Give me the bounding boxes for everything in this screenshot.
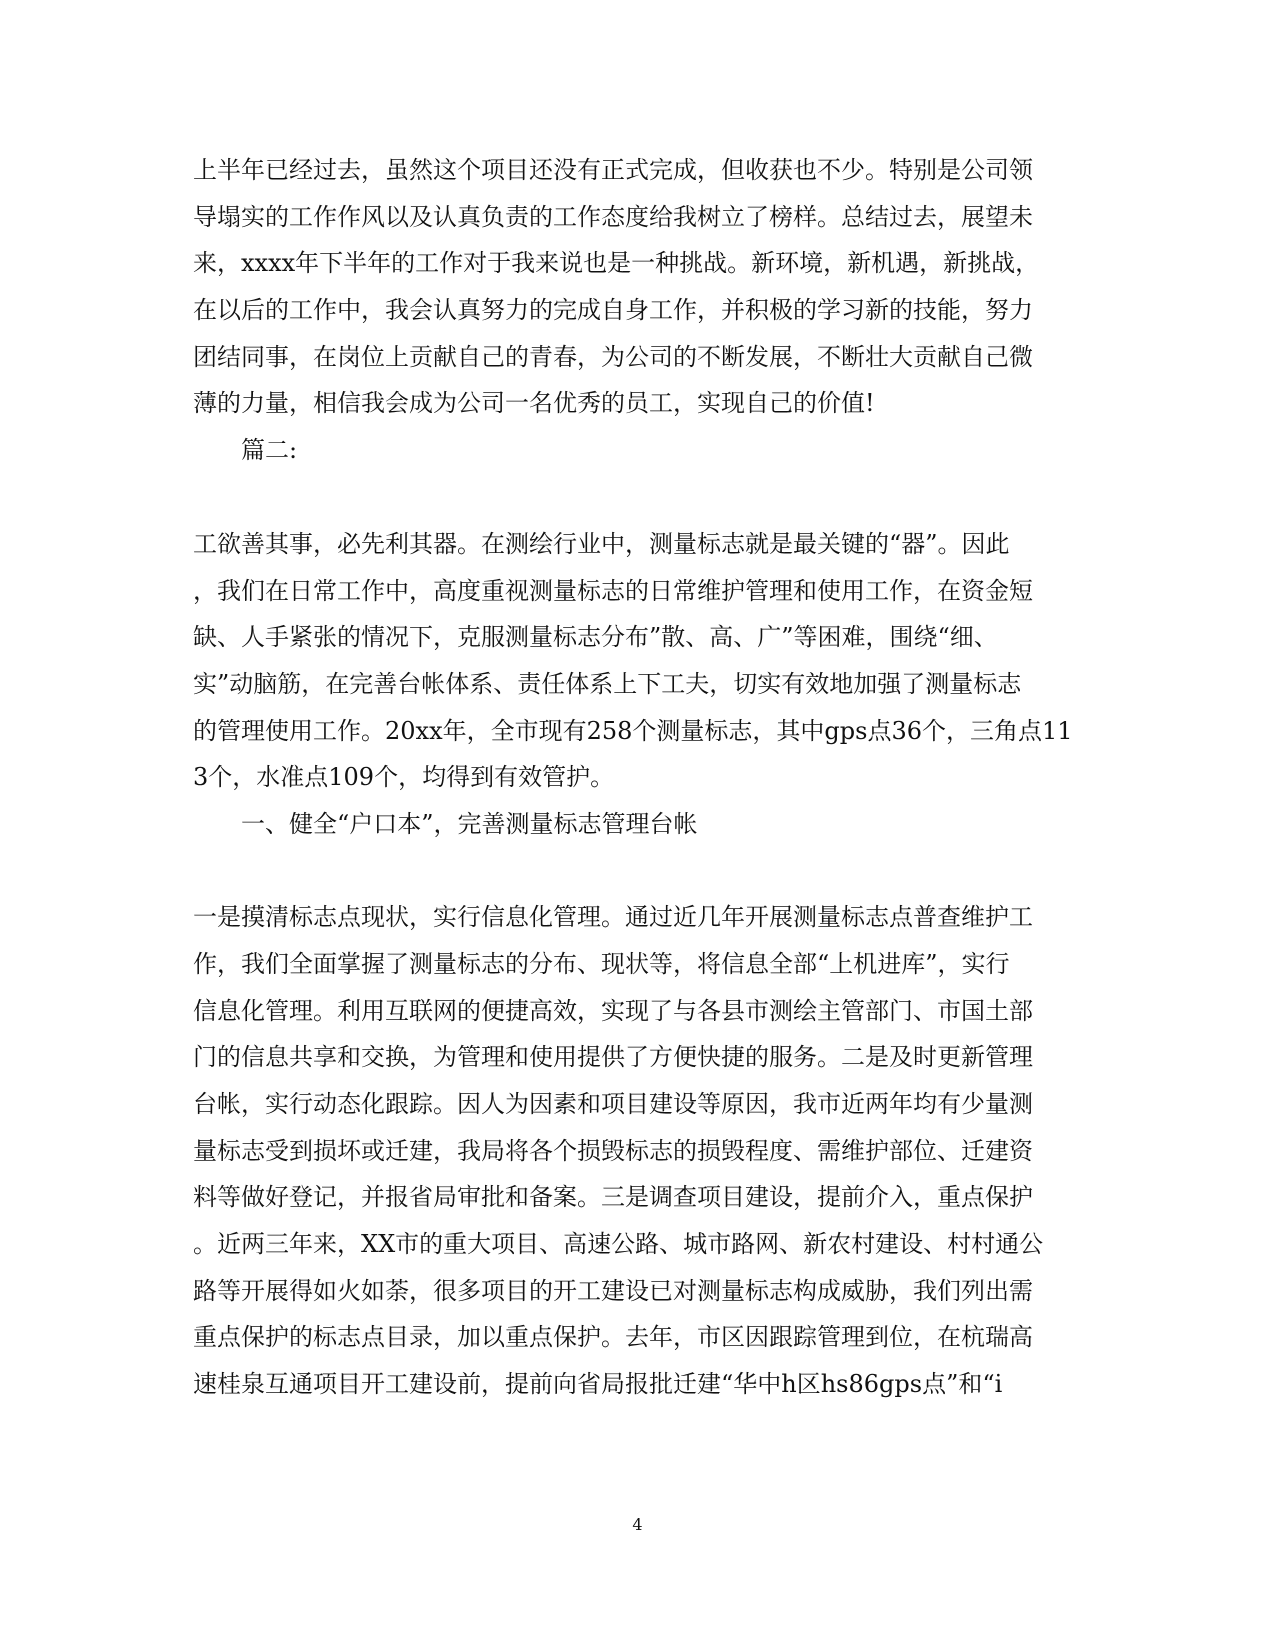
paragraph1-line-1: 上半年已经过去，虽然这个项目还没有正式完成，但收获也不少。特别是公司领 bbox=[193, 156, 1033, 184]
paragraph1-line-3: 来，xxxx年下半年的工作对于我来说也是一种挑战。新环境，新机遇，新挑战， bbox=[193, 249, 1040, 277]
paragraph2-line-1: 工欲善其事，必先利其器。在测绘行业中，测量标志就是最关键的“器”。因此 bbox=[193, 530, 1010, 558]
paragraph1-line-4: 在以后的工作中，我会认真努力的完成自身工作，并积极的学习新的技能，努力 bbox=[193, 296, 1033, 324]
paragraph1-line-5: 团结同事，在岗位上贡献自己的青春，为公司的不断发展，不断壮大贡献自己微 bbox=[193, 343, 1033, 371]
paragraph3-line-11: 速桂泉互通项目开工建设前，提前向省局报批迁建“华中h区hs86gps点”和“i bbox=[193, 1370, 1003, 1398]
page-number: 4 bbox=[632, 1515, 643, 1534]
paragraph3-line-7: 料等做好登记，并报省局审批和备案。三是调查项目建设，提前介入，重点保护 bbox=[193, 1183, 1033, 1211]
paragraph2-line-3: 缺、人手紧张的情况下，克服测量标志分布”散、高、广”等困难，围绕“细、 bbox=[193, 623, 998, 651]
paragraph3-line-5: 台帐，实行动态化跟踪。因人为因素和项目建设等原因，我市近两年均有少量测 bbox=[193, 1090, 1033, 1118]
paragraph2-line-6: 3个，水准点109个，均得到有效管护。 bbox=[193, 763, 615, 791]
paragraph3-line-9: 路等开展得如火如荼，很多项目的开工建设已对测量标志构成威胁，我们列出需 bbox=[193, 1277, 1033, 1305]
paragraph3-line-3: 信息化管理。利用互联网的便捷高效，实现了与各县市测绘主管部门、市国土部 bbox=[193, 997, 1033, 1025]
paragraph1-line-6: 薄的力量，相信我会成为公司一名优秀的员工，实现自己的价值! bbox=[193, 389, 875, 417]
paragraph2-line-5: 的管理使用工作。20xx年，全市现有258个测量标志，其中gps点36个，三角点11 bbox=[193, 717, 1073, 745]
heading-part-two: 篇二: bbox=[241, 436, 298, 464]
paragraph2-line-2: ，我们在日常工作中，高度重视测量标志的日常维护管理和使用工作，在资金短 bbox=[193, 577, 1033, 605]
paragraph3-line-1: 一是摸清标志点现状，实行信息化管理。通过近几年开展测量标志点普查维护工 bbox=[193, 903, 1033, 931]
section-heading-1: 一、健全“户口本”，完善测量标志管理台帐 bbox=[241, 810, 698, 838]
paragraph3-line-8: 。近两三年来，XX市的重大项目、高速公路、城市路网、新农村建设、村村通公 bbox=[193, 1230, 1044, 1258]
paragraph3-line-4: 门的信息共享和交换，为管理和使用提供了方便快捷的服务。二是及时更新管理 bbox=[193, 1043, 1033, 1071]
paragraph3-line-2: 作，我们全面掌握了测量标志的分布、现状等，将信息全部“上机进库”，实行 bbox=[193, 950, 1010, 978]
paragraph1-line-2: 导塌实的工作作风以及认真负责的工作态度给我树立了榜样。总结过去，展望未 bbox=[193, 203, 1033, 231]
paragraph3-line-10: 重点保护的标志点目录，加以重点保护。去年，市区因跟踪管理到位，在杭瑞高 bbox=[193, 1323, 1033, 1351]
paragraph3-line-6: 量标志受到损坏或迁建，我局将各个损毁标志的损毁程度、需维护部位、迁建资 bbox=[193, 1137, 1033, 1165]
paragraph2-line-4: 实”动脑筋，在完善台帐体系、责任体系上下工夫，切实有效地加强了测量标志 bbox=[193, 670, 1022, 698]
